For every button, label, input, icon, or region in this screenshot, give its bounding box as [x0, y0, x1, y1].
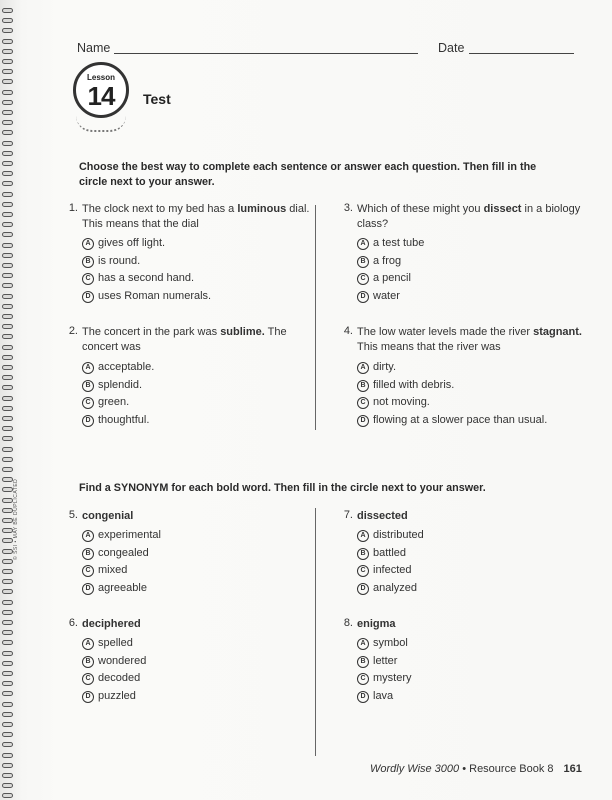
vocab-word: stagnant. [533, 326, 582, 338]
spiral-coil [2, 59, 13, 64]
spiral-coil [2, 783, 13, 788]
spiral-coil [2, 222, 13, 227]
answer-text: a test tube [373, 237, 425, 249]
column-divider-part2 [315, 508, 316, 756]
stem-text: The clock next to my bed has a [82, 203, 238, 215]
answer-option[interactable] [82, 563, 161, 581]
answer-text: is round. [98, 254, 141, 267]
lesson-number: 14 [87, 81, 115, 111]
answer-options [357, 528, 424, 598]
answer-bubble[interactable]: A [82, 530, 94, 542]
answer-option[interactable] [82, 395, 154, 413]
answer-text: wondered [98, 654, 147, 667]
answer-bubble[interactable]: B [357, 380, 369, 392]
stem-text: The low water levels made the river [357, 326, 534, 338]
answer-option[interactable] [357, 271, 424, 289]
answer-bubble[interactable]: B [357, 256, 369, 268]
spiral-coil [2, 243, 13, 248]
answer-option[interactable] [357, 636, 412, 654]
answer-bubble[interactable]: B [82, 548, 94, 560]
footer-series: • Resource Book 8 [459, 763, 554, 775]
question-stem [357, 617, 597, 632]
question-number: 1. [68, 202, 78, 214]
answer-text: agreeable [98, 581, 147, 594]
answer-option[interactable] [357, 528, 424, 546]
answer-options [357, 636, 412, 706]
spiral-coil [2, 334, 13, 339]
answer-bubble[interactable]: B [82, 656, 94, 668]
question-number: 3. [343, 202, 353, 214]
page-footer [370, 763, 582, 775]
spiral-coil [2, 559, 13, 564]
answer-options [82, 528, 161, 598]
stem-text: The concert in the park was [82, 326, 221, 338]
answer-bubble[interactable]: A [82, 362, 94, 374]
answer-text: filled with debris. [373, 378, 455, 391]
spiral-coil [2, 161, 13, 166]
spiral-coil [2, 28, 13, 33]
answer-text: a frog [373, 254, 402, 267]
answer-text: distributed [373, 529, 424, 541]
answer-option[interactable] [357, 360, 547, 378]
lesson-word: Lesson [86, 73, 115, 82]
spiral-coil [2, 773, 13, 778]
spiral-coil [2, 467, 13, 472]
spiral-coil [2, 487, 13, 492]
spiral-coil [2, 436, 13, 441]
spiral-binding [0, 0, 18, 800]
spiral-coil [2, 304, 13, 309]
stem-text: The concert was [82, 326, 287, 353]
spiral-coil [2, 283, 13, 288]
answer-bubble[interactable]: D [82, 415, 94, 427]
vocab-word: deciphered [82, 618, 141, 630]
footer-book-title: Wordly Wise 3000 [370, 763, 460, 775]
answer-option[interactable] [82, 236, 211, 254]
answer-text: letter [373, 654, 398, 667]
question-number: 8. [343, 617, 353, 629]
answer-option[interactable] [82, 360, 154, 378]
vocab-word: sublime. [220, 326, 265, 338]
spiral-coil [2, 753, 13, 758]
spiral-coil [2, 100, 13, 105]
answer-bubble[interactable]: A [82, 238, 94, 250]
spiral-coil [2, 457, 13, 462]
page-number: 161 [563, 763, 582, 775]
answer-bubble[interactable]: B [82, 380, 94, 392]
answer-text: a pencil [373, 272, 411, 284]
question-number: 4. [343, 325, 353, 337]
answer-option[interactable] [82, 636, 146, 654]
spiral-coil [2, 579, 13, 584]
answer-text: analyzed [373, 581, 418, 594]
part2-instructions: Find a SYNONYM for each bold word. Then fill in the circle next to your answer. [79, 482, 486, 494]
spiral-coil [2, 406, 13, 411]
spiral-coil [2, 793, 13, 798]
answer-option[interactable] [82, 271, 211, 289]
stem-text: This means that the river was [357, 341, 501, 353]
answer-option[interactable] [82, 413, 154, 431]
question-number: 5. [68, 509, 78, 521]
question-stem [357, 202, 597, 232]
spiral-coil [2, 202, 13, 207]
answer-option[interactable] [82, 289, 211, 307]
question-stem [82, 509, 322, 524]
answer-text: uses Roman numerals. [98, 289, 212, 302]
copyright-side-text: © SSI • MAY BE DUPLICATED [13, 478, 19, 560]
spiral-coil [2, 732, 13, 737]
spiral-coil [2, 345, 13, 350]
answer-text: spelled [98, 637, 133, 649]
question-stem [82, 325, 322, 355]
spiral-coil [2, 661, 13, 666]
answer-bubble[interactable]: A [82, 638, 94, 650]
spiral-coil [2, 69, 13, 74]
spiral-coil [2, 39, 13, 44]
spiral-coil [2, 763, 13, 768]
spiral-coil [2, 232, 13, 237]
answer-option[interactable] [82, 546, 161, 564]
spiral-coil [2, 477, 13, 482]
answer-option[interactable] [82, 654, 146, 672]
spiral-coil [2, 294, 13, 299]
answer-bubble[interactable]: A [357, 362, 369, 374]
answer-bubble[interactable]: C [82, 273, 94, 285]
answer-bubble[interactable]: D [357, 415, 369, 427]
answer-options [357, 236, 424, 306]
answer-option[interactable] [357, 546, 424, 564]
spiral-coil [2, 671, 13, 676]
spiral-coil [2, 314, 13, 319]
answer-bubble[interactable]: C [82, 673, 94, 685]
answer-bubble[interactable]: D [82, 691, 94, 703]
question-number: 2. [68, 325, 78, 337]
answer-bubble[interactable]: D [82, 291, 94, 303]
answer-bubble[interactable]: B [357, 656, 369, 668]
answer-bubble[interactable]: D [357, 291, 369, 303]
part1-instructions: Choose the best way to complete each sentence or answer each question. Then fill in the circle next to your answer. [79, 161, 537, 188]
spiral-coil [2, 508, 13, 513]
spiral-coil [2, 212, 13, 217]
answer-option[interactable] [357, 413, 547, 431]
spiral-coil [2, 49, 13, 54]
answer-bubble[interactable]: C [357, 273, 369, 285]
spiral-coil [2, 640, 13, 645]
spiral-coil [2, 130, 13, 135]
column-divider-part1 [315, 205, 316, 430]
stem-text: Which of these might you [357, 203, 484, 215]
question-stem [357, 509, 597, 524]
answer-text: puzzled [98, 689, 136, 702]
answer-text: lava [373, 689, 394, 702]
answer-text: battled [373, 546, 407, 559]
answer-text: congealed [98, 546, 149, 559]
spiral-coil [2, 273, 13, 278]
name-label: Name [77, 41, 111, 55]
answer-bubble[interactable]: D [82, 583, 94, 595]
spiral-coil [2, 722, 13, 727]
spiral-coil [2, 141, 13, 146]
lesson-badge [73, 62, 129, 118]
spiral-coil [2, 365, 13, 370]
spiral-coil [2, 355, 13, 360]
spiral-coil [2, 569, 13, 574]
spiral-coil [2, 416, 13, 421]
spiral-coil [2, 385, 13, 390]
spiral-coil [2, 742, 13, 747]
answer-text: gives off light. [98, 237, 166, 249]
spiral-coil [2, 8, 13, 13]
answer-option[interactable] [357, 671, 412, 689]
spiral-coil [2, 630, 13, 635]
spiral-coil [2, 79, 13, 84]
spiral-coil [2, 181, 13, 186]
answer-text: experimental [98, 529, 161, 541]
answer-option[interactable] [357, 378, 547, 396]
answer-text: flowing at a slower pace than usual. [373, 413, 548, 426]
answer-option[interactable] [357, 236, 424, 254]
spiral-coil [2, 549, 13, 554]
vocab-word: enigma [357, 618, 396, 630]
answer-option[interactable] [357, 254, 424, 272]
answer-text: thoughtful. [98, 413, 150, 426]
answer-bubble[interactable]: D [357, 583, 369, 595]
question-stem [357, 325, 597, 355]
spiral-coil [2, 253, 13, 258]
spiral-coil [2, 447, 13, 452]
spiral-coil [2, 681, 13, 686]
answer-text: green. [98, 396, 130, 408]
date-label: Date [438, 41, 465, 55]
spiral-coil [2, 528, 13, 533]
spiral-coil [2, 610, 13, 615]
answer-bubble[interactable]: D [357, 691, 369, 703]
answer-bubble[interactable]: A [357, 238, 369, 250]
answer-bubble[interactable]: B [82, 256, 94, 268]
date-field-line[interactable] [469, 53, 574, 54]
answer-option[interactable] [82, 378, 154, 396]
spiral-coil [2, 90, 13, 95]
answer-text: symbol [373, 637, 408, 649]
spiral-coil [2, 324, 13, 329]
page-title: Test [143, 91, 171, 107]
answer-text: splendid. [98, 378, 143, 391]
spiral-coil [2, 263, 13, 268]
answer-bubble[interactable]: C [357, 673, 369, 685]
spiral-coil [2, 18, 13, 23]
answer-bubble[interactable]: A [357, 530, 369, 542]
answer-option[interactable] [357, 581, 424, 599]
answer-text: dirty. [373, 361, 397, 373]
question-stem [82, 617, 322, 632]
answer-bubble[interactable]: C [82, 397, 94, 409]
vocab-word: congenial [82, 510, 134, 522]
answer-option[interactable] [357, 289, 424, 307]
question-stem [82, 202, 322, 232]
vocab-word: dissect [483, 203, 522, 215]
vocab-word: luminous [237, 203, 287, 215]
answer-text: not moving. [373, 396, 430, 408]
spiral-coil [2, 110, 13, 115]
question-number: 6. [68, 617, 78, 629]
answer-text: mystery [373, 672, 412, 684]
answer-option[interactable] [82, 581, 161, 599]
answer-option[interactable] [357, 563, 424, 581]
answer-option[interactable] [82, 528, 161, 546]
spiral-coil [2, 120, 13, 125]
stem-text: dial. This means that the dial [82, 203, 310, 230]
spiral-coil [2, 702, 13, 707]
spiral-coil [2, 538, 13, 543]
spiral-coil [2, 192, 13, 197]
answer-bubble[interactable]: A [357, 638, 369, 650]
spiral-coil [2, 375, 13, 380]
answer-bubble[interactable]: B [357, 548, 369, 560]
answer-option[interactable] [357, 689, 412, 707]
spiral-coil [2, 651, 13, 656]
answer-options [82, 636, 146, 706]
spiral-coil [2, 171, 13, 176]
spiral-coil [2, 151, 13, 156]
answer-bubble[interactable]: C [357, 397, 369, 409]
stem-text: in a biology class? [357, 203, 581, 230]
answer-text: has a second hand. [98, 272, 195, 284]
name-field-line[interactable] [114, 53, 418, 54]
answer-text: infected [373, 564, 412, 576]
vocab-word: dissected [357, 510, 408, 522]
answer-bubble[interactable]: C [357, 565, 369, 577]
spiral-coil [2, 712, 13, 717]
spiral-coil [2, 620, 13, 625]
answer-option[interactable] [82, 671, 146, 689]
answer-text: mixed [98, 564, 128, 576]
answer-text: decoded [98, 672, 141, 684]
spiral-coil [2, 498, 13, 503]
answer-options [82, 360, 154, 430]
answer-bubble[interactable]: C [82, 565, 94, 577]
answer-option[interactable] [82, 254, 211, 272]
answer-option[interactable] [82, 689, 146, 707]
spiral-coil [2, 600, 13, 605]
spiral-coil [2, 691, 13, 696]
spiral-coil [2, 396, 13, 401]
answer-option[interactable] [357, 654, 412, 672]
answer-options [357, 360, 547, 430]
answer-option[interactable] [357, 395, 547, 413]
spiral-coil [2, 518, 13, 523]
spiral-coil [2, 589, 13, 594]
spiral-coil [2, 426, 13, 431]
question-number: 7. [343, 509, 353, 521]
answer-options [82, 236, 211, 306]
answer-text: acceptable. [98, 361, 155, 373]
answer-text: water [373, 289, 400, 302]
lesson-badge-dotted-arc [76, 116, 126, 132]
